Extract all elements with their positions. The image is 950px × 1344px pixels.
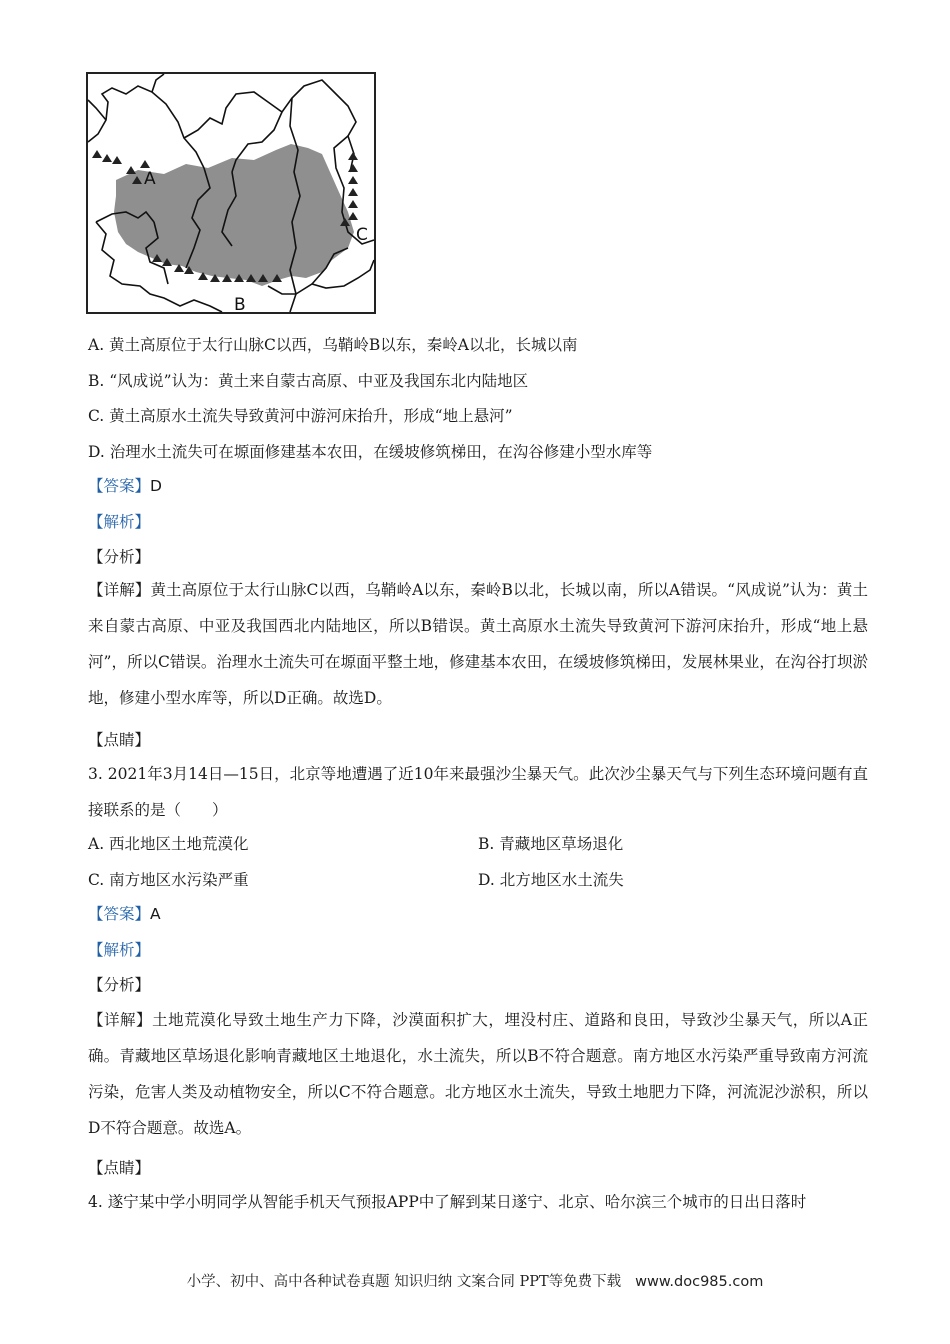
map-label-a: A: [144, 169, 156, 189]
q3-answer: [88, 904, 161, 924]
footer-text: 小学、初中、高中各种试卷真题 知识归纳 文案合同 PPT等免费下载: [186, 1274, 622, 1290]
answer-value: A: [150, 905, 161, 923]
q3-stem: 3. 2021年3月14日—15日，北京等地遭遇了近10年来最强沙尘暴天气。此次沙尘暴天气与下列生态环境问题有直接联系的是（ ）: [88, 765, 868, 819]
page-footer: [0, 1270, 950, 1291]
map-label-c: C: [356, 225, 368, 245]
q3-option-d: D. 北方地区水土流失: [478, 871, 624, 889]
answer-label: 【答案】: [88, 477, 151, 495]
q4-stem: 4. 遂宁某中学小明同学从智能手机天气预报APP中了解到某日遂宁、北京、哈尔滨三个城市的日出日落时: [88, 1193, 807, 1211]
q2-option-a: A. 黄土高原位于太行山脉C以西，乌鞘岭B以东，秦岭A以北，长城以南: [88, 336, 578, 354]
q3-detail: [88, 1002, 868, 1146]
answer-value: D: [150, 477, 162, 495]
map-label-b: B: [234, 295, 246, 314]
q2-answer: [88, 476, 162, 496]
q3-fenxi-label: 【分析】: [88, 976, 151, 994]
q3-dianjing-label: 【点睛】: [88, 1159, 151, 1177]
detail-text: 土地荒漠化导致土地生产力下降，沙漠面积扩大，埋没村庄、道路和良田，导致沙尘暴天气，所以A正确。青藏地区草场退化影响青藏地区土地退化，水土流失，所以B不符合题意。南方地区水污染严重导致南方河流污染，危害人类及动植物安全，所以C不符合题意。北方地区水土流失，导致土地肥力下降，河流泥沙淤积，所以D不符合题意。故选A。: [88, 1011, 868, 1137]
loess-plateau-map: [86, 72, 376, 314]
q3-analysis-label: 【解析】: [88, 941, 151, 959]
q2-dianjing-label: 【点睛】: [88, 731, 151, 749]
detail-text: 黄土高原位于太行山脉C以西，乌鞘岭A以东，秦岭B以北，长城以南，所以A错误。“风成说”认为：黄土来自蒙古高原、中亚及我国西北内陆地区，所以B错误。黄土高原水土流失导致黄河下游河床抬升，形成“地上悬河”，所以C错误。治理水土流失可在塬面平整土地，修建基本农田，在缓坡修筑梯田，发展林果业，在沟谷打坝淤地，修建小型水库等，所以D正确。故选D。: [88, 581, 868, 707]
q2-fenxi-label: 【分析】: [88, 548, 151, 566]
detail-label: 【详解】: [88, 1011, 153, 1029]
q3-option-b: B. 青藏地区草场退化: [478, 835, 624, 853]
q2-detail: [88, 572, 868, 716]
q2-option-d: D. 治理水土流失可在塬面修建基本农田，在缓坡修筑梯田，在沟谷修建小型水库等: [88, 443, 653, 461]
detail-label: 【详解】: [88, 581, 151, 599]
q3-option-a: A. 西北地区土地荒漠化: [88, 835, 249, 853]
q2-analysis-label: 【解析】: [88, 513, 151, 531]
q2-option-c: C. 黄土高原水土流失导致黄河中游河床抬升，形成“地上悬河”: [88, 407, 513, 425]
q2-option-b: B. “风成说”认为：黄土来自蒙古高原、中亚及我国东北内陆地区: [88, 372, 529, 390]
footer-url[interactable]: www.doc985.com: [635, 1274, 764, 1290]
q3-option-c: C. 南方地区水污染严重: [88, 871, 249, 889]
answer-label: 【答案】: [88, 905, 151, 923]
